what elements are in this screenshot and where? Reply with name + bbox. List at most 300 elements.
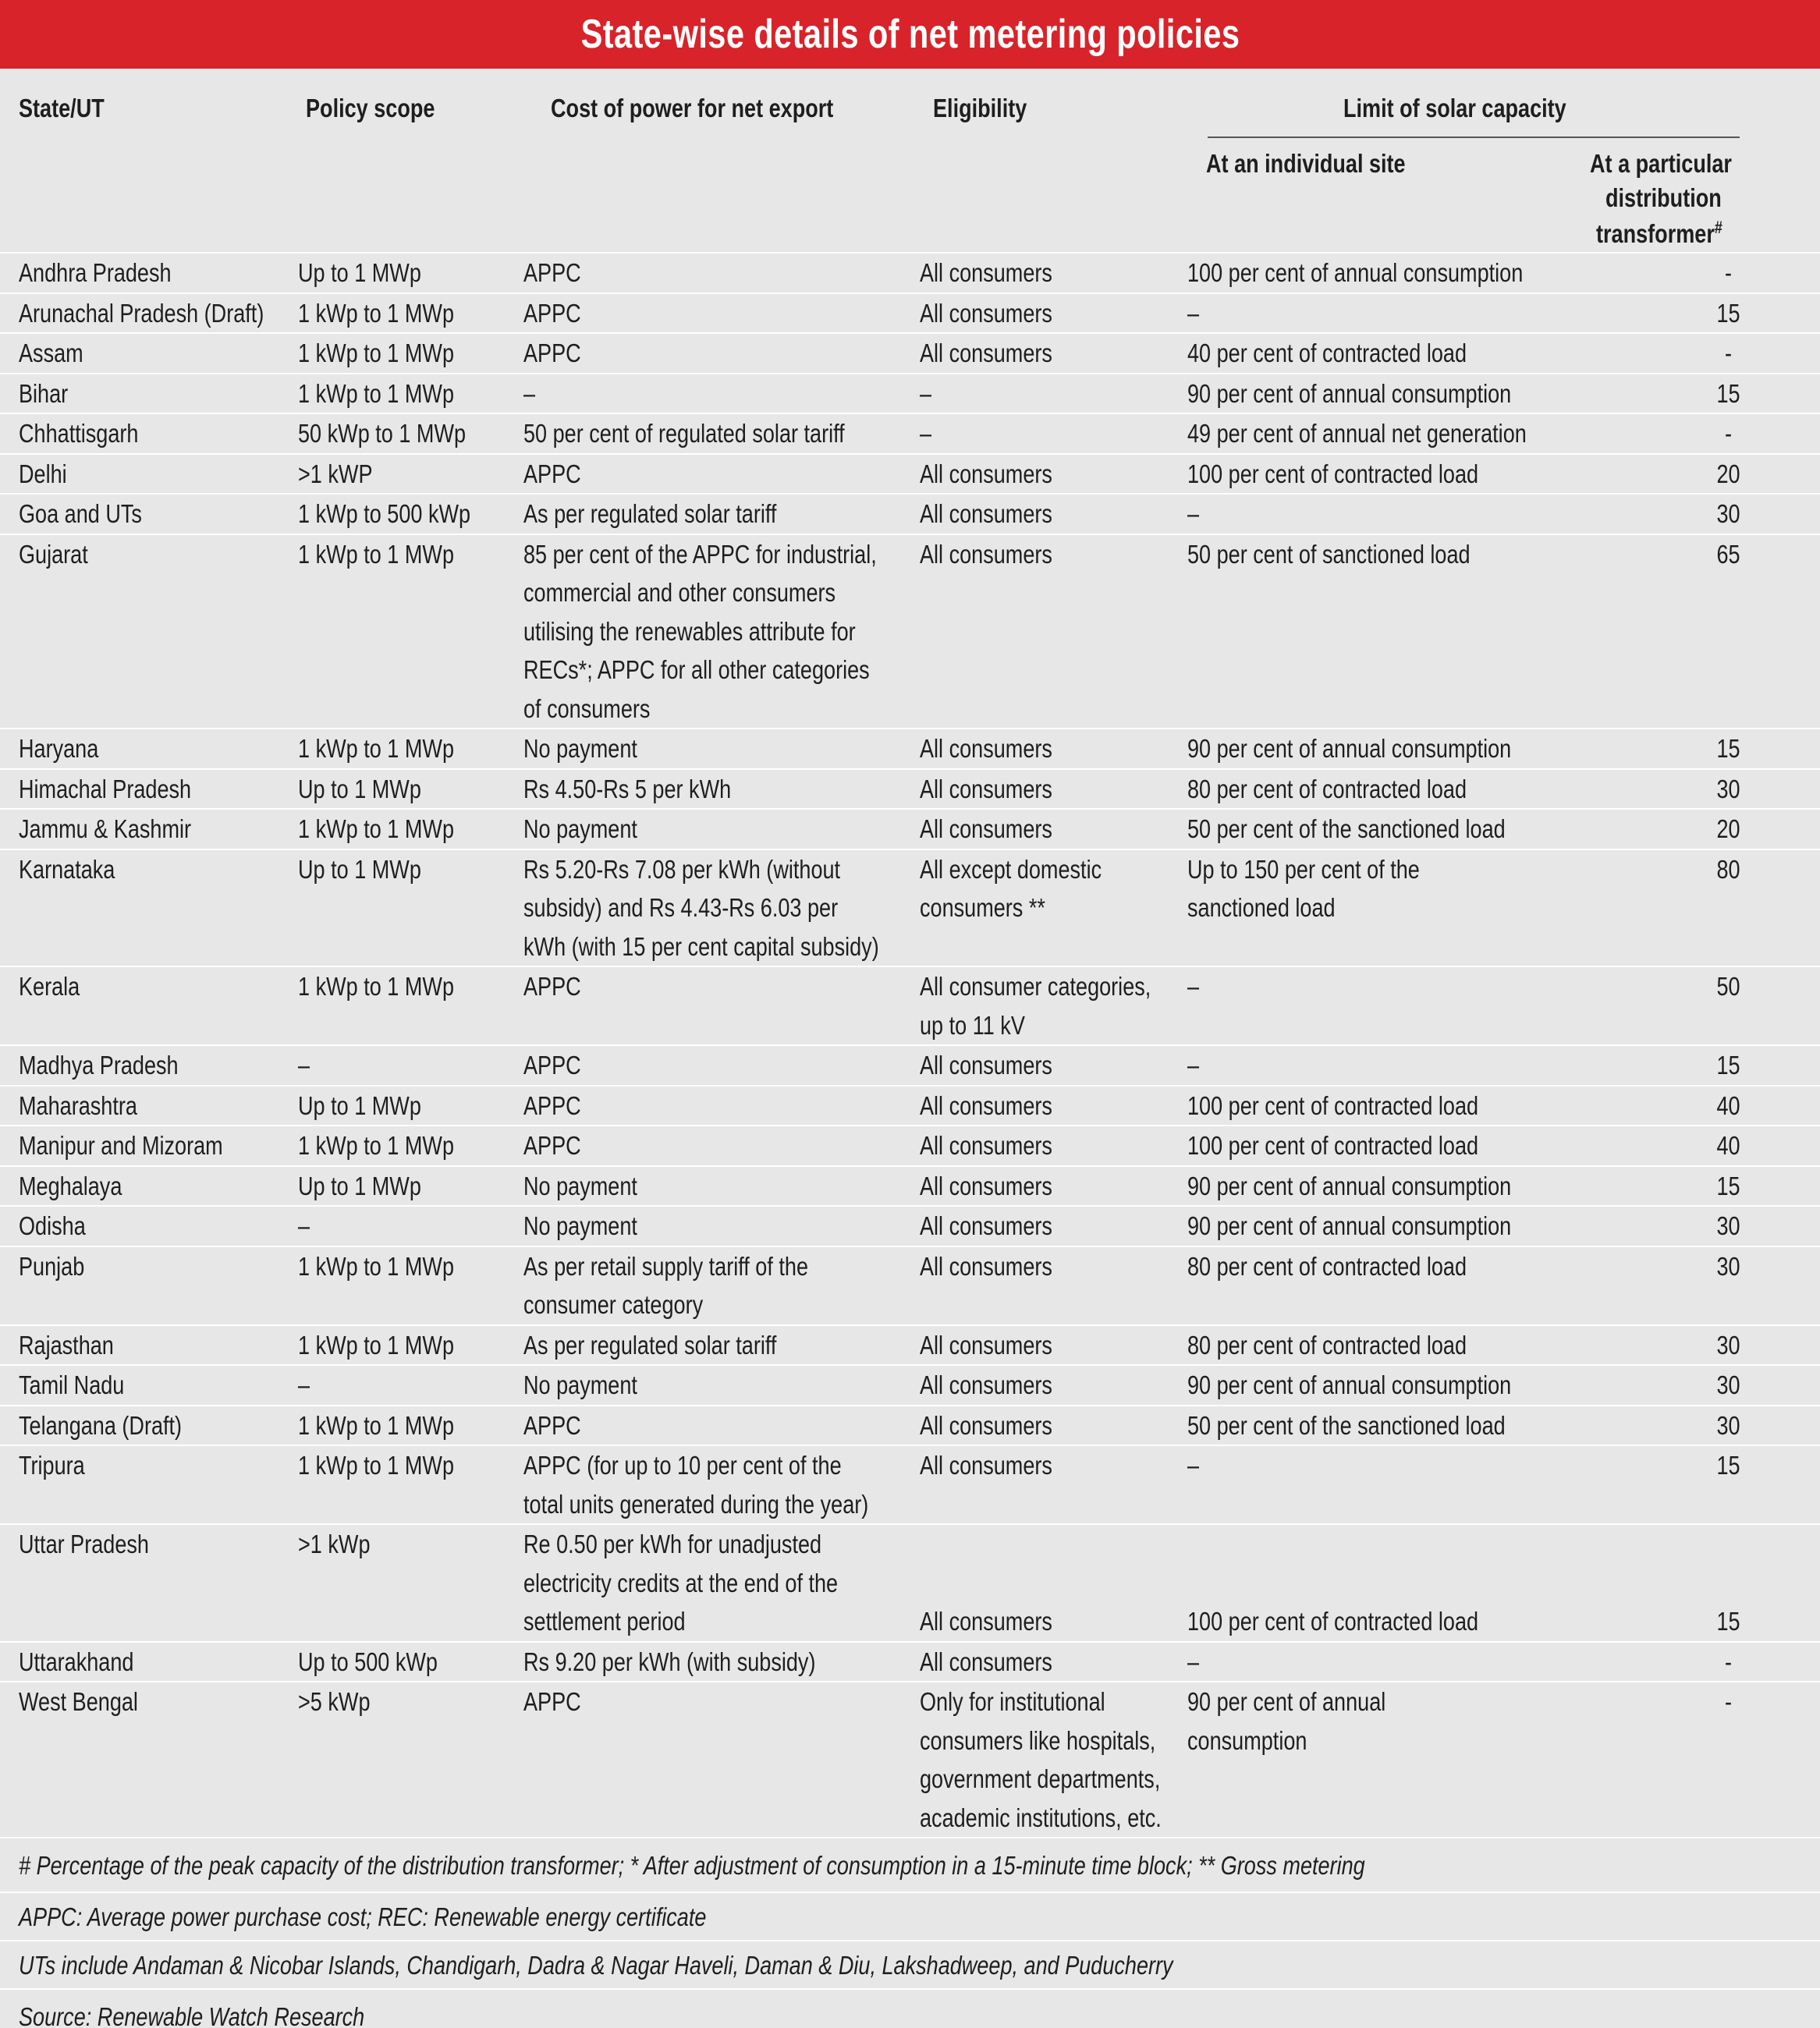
cell-state-line: Andhra Pradesh (19, 258, 172, 287)
cell-transformer-line: 40 (1716, 1090, 1740, 1120)
cell-site-line: 90 per cent of annual (1187, 1687, 1386, 1716)
cell-scope (279, 1446, 505, 1523)
footnote-source: Source: Renewable Watch Research (19, 2002, 365, 2028)
table-row (0, 1682, 1820, 1838)
cell-eligibility-line: All consumers (920, 734, 1052, 763)
cell-transformer (1637, 1087, 1820, 1126)
cell-state (0, 1643, 279, 1682)
cell-site (1169, 1682, 1637, 1837)
cell-eligibility (901, 729, 1169, 768)
table-row (0, 1446, 1820, 1525)
cell-state-line: Karnataka (19, 854, 115, 884)
cell-eligibility-line: All consumers (920, 459, 1052, 488)
table-row (0, 294, 1820, 335)
cell-site (1169, 1326, 1637, 1365)
cell-scope (279, 374, 505, 413)
table-row (0, 1126, 1820, 1167)
cell-eligibility-line: consumers like hospitals, (920, 1725, 1156, 1755)
cell-state-line: Tripura (19, 1451, 85, 1480)
cell-state (0, 455, 279, 494)
cell-scope (279, 414, 505, 453)
cell-site-line: Up to 150 per cent of the (1187, 854, 1420, 884)
cell-site (1169, 1406, 1637, 1445)
cell-cost (505, 967, 901, 1044)
cell-state-line: Jammu & Kashmir (19, 814, 192, 843)
cell-site-line: – (1187, 1451, 1200, 1480)
cell-site-line: 90 per cent of annual consumption (1187, 378, 1512, 408)
header-state: State/UT (19, 94, 105, 122)
cell-cost (505, 1682, 901, 1837)
cell-site-line: – (1187, 1647, 1200, 1676)
cell-site (1169, 495, 1637, 534)
cell-site (1169, 1126, 1637, 1165)
header-divider (1208, 136, 1740, 138)
footnote-symbols: # Percentage of the peak capacity of the distribution transformer; * After adjustment of consumption in a 15-minute time block; ** Gross metering (0, 1838, 1820, 1893)
cell-scope (279, 1207, 505, 1246)
cell-site (1169, 294, 1637, 333)
cell-transformer-line (1653, 1525, 1804, 1564)
table-row (0, 1366, 1820, 1406)
cell-state (0, 1247, 279, 1324)
cell-site-line (1187, 1564, 1556, 1603)
cell-cost-line: No payment (523, 1211, 637, 1240)
cell-transformer (1637, 770, 1820, 809)
cell-eligibility (901, 1207, 1169, 1246)
cell-state (0, 810, 279, 849)
cell-eligibility-line: – (920, 419, 932, 448)
cell-transformer-line: 30 (1716, 1330, 1740, 1360)
cell-transformer (1637, 334, 1820, 373)
header-scope: Policy scope (306, 94, 435, 122)
cell-cost-line: of consumers (523, 693, 651, 723)
cell-cost-line: RECs*; APPC for all other categories (523, 655, 870, 684)
cell-cost-line: As per retail supply tariff of the (523, 1251, 809, 1281)
cell-transformer-line: 30 (1716, 1211, 1740, 1240)
cell-cost-line: APPC (523, 459, 581, 488)
cell-scope-line: Up to 1 MWp (298, 854, 421, 884)
table-row (0, 810, 1820, 850)
header-transformer-line1: At a particular (1590, 149, 1732, 178)
cell-scope-line: – (298, 1051, 310, 1080)
cell-eligibility-line: All consumers (920, 339, 1052, 367)
cell-cost (505, 1326, 901, 1365)
cell-cost-line: Rs 4.50-Rs 5 per kWh (523, 774, 732, 803)
cell-site (1169, 729, 1637, 768)
cell-cost (505, 254, 901, 292)
cell-site-line: consumption (1187, 1725, 1307, 1755)
footnote-uts: UTs include Andaman & Nicobar Islands, Chandigarh, Dadra & Nagar Haveli, Daman & Diu, Lakshadweep, and Puducherry (0, 1941, 1820, 1990)
table-row (0, 1643, 1820, 1683)
cell-eligibility (901, 850, 1169, 966)
cell-state (0, 1207, 279, 1246)
cell-site (1169, 1207, 1637, 1246)
cell-scope-line: 1 kWp to 1 MWp (298, 1330, 454, 1360)
cell-state-line: Uttar Pradesh (19, 1530, 149, 1558)
cell-scope (279, 1087, 505, 1126)
cell-cost (505, 1046, 901, 1085)
cell-scope-line: 1 kWp to 1 MWp (298, 734, 454, 763)
cell-transformer-line: 80 (1716, 854, 1740, 884)
cell-scope (279, 1406, 505, 1445)
cell-state (0, 495, 279, 534)
table-row (0, 535, 1820, 730)
cell-eligibility (901, 1087, 1169, 1126)
cell-state-line: Uttarakhand (19, 1647, 134, 1676)
cell-transformer-line: 15 (1716, 1451, 1740, 1480)
cell-scope (279, 294, 505, 333)
cell-transformer (1637, 729, 1820, 768)
cell-cost-line: APPC (523, 1131, 581, 1160)
cell-transformer-line: 15 (1716, 1171, 1740, 1200)
cell-cost (505, 294, 901, 333)
cell-state-line: Madhya Pradesh (19, 1051, 179, 1080)
cell-eligibility-line: All consumers (920, 814, 1052, 843)
cell-eligibility-line: Only for institutional (920, 1687, 1105, 1716)
table-row (0, 850, 1820, 968)
cell-eligibility-line: – (920, 378, 932, 408)
cell-site (1169, 1247, 1637, 1324)
policy-table (0, 69, 1820, 2028)
cell-site-line: 50 per cent of the sanctioned load (1187, 814, 1506, 843)
cell-eligibility (901, 254, 1169, 292)
cell-transformer-line: - (1724, 258, 1733, 287)
cell-eligibility (901, 1366, 1169, 1405)
cell-cost (505, 455, 901, 494)
cell-scope (279, 455, 505, 494)
cell-eligibility (901, 1247, 1169, 1324)
cell-eligibility-line: government departments, (920, 1764, 1161, 1793)
cell-transformer-line: 65 (1716, 539, 1740, 569)
cell-state-line: Meghalaya (19, 1171, 122, 1200)
cell-site-line: sanctioned load (1187, 893, 1336, 922)
cell-scope-line: – (298, 1211, 310, 1240)
cell-cost-line: electricity credits at the end of the (523, 1568, 839, 1597)
cell-scope (279, 1682, 505, 1837)
cell-eligibility-line: consumers ** (920, 893, 1045, 922)
table-row (0, 967, 1820, 1046)
cell-eligibility-line: All consumer categories, (920, 972, 1151, 1001)
title-banner (0, 0, 1820, 69)
cell-scope-line: 1 kWp to 1 MWp (298, 1451, 454, 1480)
cell-transformer (1637, 810, 1820, 849)
table-body (0, 254, 1820, 1838)
cell-transformer (1637, 1406, 1820, 1445)
cell-site (1169, 254, 1637, 292)
cell-eligibility (901, 294, 1169, 333)
cell-state-line: Manipur and Mizoram (19, 1131, 223, 1160)
table-row (0, 1525, 1820, 1643)
cell-cost (505, 850, 901, 966)
cell-transformer (1637, 455, 1820, 494)
cell-state-line: Kerala (19, 972, 80, 1001)
cell-eligibility-line: All consumers (920, 1090, 1052, 1120)
cell-cost (505, 810, 901, 849)
cell-transformer (1637, 535, 1820, 729)
cell-site-line: 90 per cent of annual consumption (1187, 1370, 1512, 1399)
cell-site-line: 50 per cent of the sanctioned load (1187, 1410, 1506, 1440)
page-title: State-wise details of net metering policies (580, 12, 1240, 57)
cell-eligibility (901, 455, 1169, 494)
cell-state (0, 374, 279, 413)
cell-transformer-line: 20 (1716, 814, 1740, 843)
cell-transformer-line: 30 (1716, 1410, 1740, 1440)
cell-site-line: 100 per cent of contracted load (1187, 459, 1479, 488)
cell-scope (279, 1247, 505, 1324)
cell-site (1169, 1087, 1637, 1126)
cell-state (0, 1446, 279, 1523)
cell-eligibility-line: All consumers (920, 1370, 1052, 1399)
cell-cost (505, 729, 901, 768)
cell-site-line: 40 per cent of contracted load (1187, 339, 1467, 367)
cell-cost-line: Rs 5.20-Rs 7.08 per kWh (without (523, 854, 841, 884)
cell-state (0, 729, 279, 768)
header-limit: Limit of solar capacity (1343, 94, 1566, 122)
cell-site (1169, 810, 1637, 849)
cell-eligibility-line: All consumers (920, 1171, 1052, 1200)
cell-cost (505, 1167, 901, 1206)
cell-cost-line: kWh (with 15 per cent capital subsidy) (523, 931, 879, 961)
cell-scope (279, 334, 505, 373)
cell-scope-line: Up to 1 MWp (298, 1171, 421, 1200)
cell-state (0, 1046, 279, 1085)
cell-cost-line: No payment (523, 1370, 637, 1399)
cell-transformer-line: - (1724, 1687, 1733, 1716)
cell-cost (505, 1643, 901, 1682)
cell-site (1169, 374, 1637, 413)
cell-transformer (1637, 1126, 1820, 1165)
cell-site (1169, 414, 1637, 453)
cell-cost (505, 374, 901, 413)
cell-transformer (1637, 1207, 1820, 1246)
cell-transformer-line: 20 (1716, 459, 1740, 488)
table-row (0, 495, 1820, 535)
cell-state-line: Goa and UTs (19, 499, 142, 528)
cell-scope-line: 1 kWp to 1 MWp (298, 1251, 454, 1281)
cell-cost-line: APPC (523, 1687, 581, 1716)
cell-transformer-line: 15 (1716, 1607, 1740, 1636)
cell-state (0, 294, 279, 333)
cell-eligibility-line: All consumers (920, 1131, 1052, 1160)
table-row (0, 1167, 1820, 1207)
cell-site (1169, 1525, 1637, 1641)
cell-site-line: 100 per cent of contracted load (1187, 1090, 1479, 1120)
cell-cost-line: APPC (523, 339, 581, 367)
cell-scope (279, 967, 505, 1044)
cell-scope-line: >5 kWp (298, 1687, 371, 1716)
cell-state-line: Bihar (19, 378, 69, 408)
cell-state (0, 770, 279, 809)
cell-scope (279, 535, 505, 729)
cell-scope (279, 1643, 505, 1682)
footnotes (0, 1838, 1820, 2028)
cell-state (0, 334, 279, 373)
table-row (0, 1087, 1820, 1127)
cell-cost (505, 1525, 901, 1641)
cell-site (1169, 334, 1637, 373)
cell-eligibility (901, 1525, 1169, 1641)
cell-state (0, 254, 279, 292)
cell-eligibility (901, 1126, 1169, 1165)
cell-eligibility (901, 770, 1169, 809)
cell-scope-line: 1 kWp to 1 MWp (298, 814, 454, 843)
cell-scope-line: 1 kWp to 500 kWp (298, 499, 471, 528)
cell-cost (505, 1366, 901, 1405)
cell-transformer (1637, 414, 1820, 453)
cell-cost (505, 495, 901, 534)
cell-cost-line: APPC (523, 258, 581, 287)
cell-eligibility-line: All consumers (920, 1647, 1052, 1676)
table-row (0, 1406, 1820, 1447)
cell-site (1169, 1643, 1637, 1682)
cell-site-line: 100 per cent of annual consumption (1187, 258, 1524, 287)
cell-state (0, 535, 279, 729)
cell-cost-line: – (523, 378, 536, 408)
cell-eligibility (901, 495, 1169, 534)
cell-state-line: Telangana (Draft) (19, 1410, 183, 1440)
cell-cost-line: subsidy) and Rs 4.43-Rs 6.03 per (523, 893, 839, 922)
cell-transformer (1637, 1682, 1820, 1837)
cell-transformer (1637, 1525, 1820, 1641)
cell-site-line: – (1187, 1051, 1200, 1080)
cell-cost (505, 770, 901, 809)
cell-state (0, 1126, 279, 1165)
cell-scope-line: Up to 500 kWp (298, 1647, 438, 1676)
header-cost: Cost of power for net export (551, 94, 834, 122)
cell-eligibility-line: All consumers (920, 774, 1052, 803)
cell-eligibility-line: All except domestic (920, 854, 1102, 884)
cell-site (1169, 770, 1637, 809)
table-row (0, 334, 1820, 374)
cell-state-line: Tamil Nadu (19, 1370, 125, 1399)
cell-cost-line: consumer category (523, 1290, 704, 1319)
cell-site-line: 100 per cent of contracted load (1187, 1607, 1479, 1636)
cell-cost-line: APPC (523, 1051, 581, 1080)
cell-cost-line: 50 per cent of regulated solar tariff (523, 419, 845, 448)
cell-eligibility-line: academic institutions, etc. (920, 1803, 1162, 1832)
cell-site (1169, 967, 1637, 1044)
cell-eligibility-line: All consumers (920, 539, 1052, 569)
cell-cost-line: APPC (523, 972, 581, 1001)
cell-cost-line: No payment (523, 814, 637, 843)
cell-site-line: 100 per cent of contracted load (1187, 1131, 1479, 1160)
cell-state (0, 1406, 279, 1445)
cell-transformer (1637, 1366, 1820, 1405)
cell-scope (279, 254, 505, 292)
table-row (0, 770, 1820, 810)
cell-cost (505, 1406, 901, 1445)
cell-state (0, 414, 279, 453)
cell-eligibility (901, 334, 1169, 373)
header-transformer-line2: distribution (1605, 183, 1722, 212)
cell-site-line: – (1187, 972, 1200, 1001)
cell-scope-line: 1 kWp to 1 MWp (298, 298, 454, 328)
table-row (0, 1326, 1820, 1367)
cell-cost (505, 1126, 901, 1165)
cell-cost-line: As per regulated solar tariff (523, 499, 777, 528)
cell-scope (279, 1326, 505, 1365)
cell-transformer-line: 30 (1716, 1251, 1740, 1281)
table-row (0, 1247, 1820, 1326)
cell-transformer-line: 15 (1716, 1051, 1740, 1080)
cell-scope-line: – (298, 1370, 310, 1399)
cell-scope-line: 1 kWp to 1 MWp (298, 339, 454, 367)
cell-transformer (1637, 1643, 1820, 1682)
cell-scope-line: 1 kWp to 1 MWp (298, 1410, 454, 1440)
cell-state (0, 1087, 279, 1126)
cell-cost (505, 1247, 901, 1324)
cell-site-line: – (1187, 298, 1200, 328)
cell-eligibility (901, 535, 1169, 729)
cell-scope-line: 1 kWp to 1 MWp (298, 539, 454, 569)
cell-state-line: Chhattisgarh (19, 419, 139, 448)
cell-transformer (1637, 1167, 1820, 1206)
cell-eligibility (901, 1446, 1169, 1523)
cell-cost-line: No payment (523, 1171, 637, 1200)
cell-site-line (1187, 1525, 1556, 1564)
cell-site (1169, 1446, 1637, 1523)
cell-state-line: Delhi (19, 459, 67, 488)
header-site: At an individual site (1206, 149, 1406, 178)
cell-eligibility (901, 1326, 1169, 1365)
cell-scope-line: Up to 1 MWp (298, 774, 421, 803)
cell-eligibility-line: All consumers (920, 1051, 1052, 1080)
cell-transformer-line: 50 (1716, 972, 1740, 1001)
cell-cost-line: 85 per cent of the APPC for industrial, (523, 539, 877, 569)
cell-scope-line: 1 kWp to 1 MWp (298, 972, 454, 1001)
cell-transformer-line: 15 (1716, 298, 1740, 328)
cell-eligibility-line: All consumers (920, 258, 1052, 287)
cell-cost-line: No payment (523, 734, 637, 763)
cell-state-line: Gujarat (19, 539, 88, 569)
cell-state-line: Assam (19, 339, 83, 367)
cell-scope (279, 1046, 505, 1085)
cell-scope-line: 50 kWp to 1 MWp (298, 419, 467, 448)
cell-eligibility-line (920, 1564, 1124, 1603)
cell-site (1169, 535, 1637, 729)
cell-eligibility (901, 1046, 1169, 1085)
cell-state (0, 1167, 279, 1206)
cell-scope (279, 495, 505, 534)
cell-cost-line: utilising the renewables attribute for (523, 616, 856, 646)
cell-site-line: 90 per cent of annual consumption (1187, 734, 1512, 763)
cell-eligibility-line (920, 1525, 1124, 1564)
cell-transformer (1637, 1446, 1820, 1523)
cell-eligibility-line: All consumers (920, 1330, 1052, 1360)
cell-scope (279, 1167, 505, 1206)
cell-eligibility (901, 1406, 1169, 1445)
cell-cost (505, 1207, 901, 1246)
cell-scope (279, 850, 505, 966)
table-row (0, 729, 1820, 770)
cell-transformer-line: - (1724, 419, 1733, 448)
cell-eligibility-line: All consumers (920, 1211, 1052, 1240)
cell-transformer (1637, 1247, 1820, 1324)
cell-state-line: Maharashtra (19, 1090, 137, 1120)
cell-transformer (1637, 850, 1820, 966)
cell-eligibility-line: All consumers (920, 499, 1052, 528)
cell-eligibility-line: All consumers (920, 1251, 1052, 1281)
cell-site-line: 80 per cent of contracted load (1187, 1330, 1467, 1360)
cell-scope (279, 1126, 505, 1165)
cell-transformer (1637, 1046, 1820, 1085)
cell-eligibility (901, 414, 1169, 453)
cell-cost-line: APPC (523, 298, 581, 328)
cell-cost-line: total units generated during the year) (523, 1489, 869, 1519)
cell-site-line: 49 per cent of annual net generation (1187, 419, 1527, 448)
cell-site-line: 80 per cent of contracted load (1187, 1251, 1467, 1281)
table-row (0, 1046, 1820, 1087)
cell-scope (279, 1525, 505, 1641)
